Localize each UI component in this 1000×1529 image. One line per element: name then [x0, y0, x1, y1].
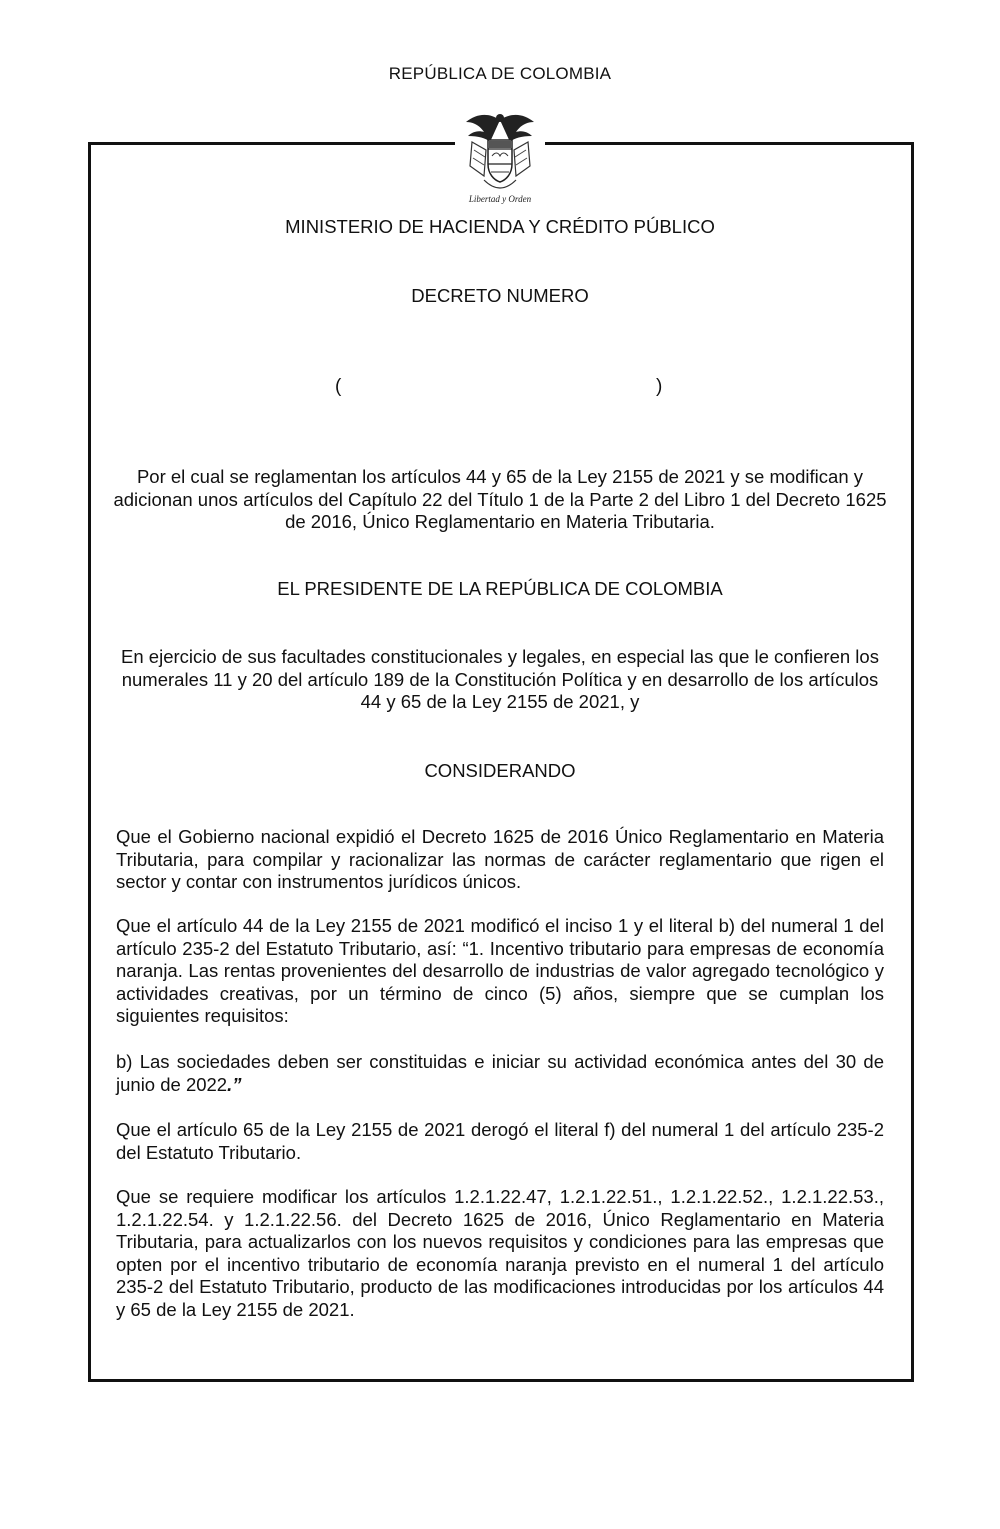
considering-heading: CONSIDERANDO [424, 760, 576, 781]
ministry-name: MINISTERIO DE HACIENDA Y CRÉDITO PÚBLICO [285, 216, 715, 237]
decree-subject: Por el cual se reglamentan los artículos 44 y 65 de la Ley 2155 de 2021 y se modifican y adicionan unos artículos del Capítulo 22 del Título 1 de la Parte 2 del Libro 1 del Decreto 1625 de 2016, Único Reglamentario en Materia Tributaria. [113, 466, 887, 532]
quoted-literal-b-text: b) Las sociedades deben ser constituidas e iniciar su actividad económica antes del 30 de junio de 2022 [116, 1051, 884, 1095]
quote-close-mark: .” [227, 1073, 242, 1095]
decree-number-label: DECRETO NUMERO [411, 285, 589, 306]
whereas-paragraph-4: Que se requiere modificar los artículos 1.2.1.22.47, 1.2.1.22.51., 1.2.1.22.52., 1.2.1.22.53., 1.2.1.22.54. y 1.2.1.22.56. del Decreto 1625 de 2016, Único Reglamentario en Materia Tributaria, para actualizarlos con los nuevos requisitos y condiciones para las empresas que opten por el incentivo tributario de economía naranja previsto en el numeral 1 del artículo 235-2 del Estatuto Tributario, producto de las modificaciones introducidas por los artículos 44 y 65 de la Ley 2155 de 2021. [116, 1186, 884, 1320]
whereas-paragraph-3: Que el artículo 65 de la Ley 2155 de 2021 derogó el literal f) del numeral 1 del artículo 235-2 del Estatuto Tributario. [116, 1119, 884, 1163]
coat-of-arms-icon [458, 106, 542, 206]
legal-powers: En ejercicio de sus facultades constitucionales y legales, en especial las que le confieren los numerales 11 y 20 del artículo 189 de la Constitución Política y en desarrollo de los artículos 44 y 65 de la Ley 2155 de 2021, y [121, 646, 879, 712]
decree-number-open-paren: ( [335, 376, 342, 397]
decree-number-close-paren: ) [656, 376, 663, 397]
seal-motto: Libertad y Orden [468, 194, 532, 204]
republic-header: REPÚBLICA DE COLOMBIA [388, 64, 612, 83]
quoted-literal-b [116, 1051, 884, 1096]
issuing-authority: EL PRESIDENTE DE LA REPÚBLICA DE COLOMBIA [277, 578, 723, 599]
whereas-paragraph-1: Que el Gobierno nacional expidió el Decreto 1625 de 2016 Único Reglamentario en Materia Tributaria, para compilar y racionalizar las normas de carácter reglamentario que rigen el sector y contar con instrumentos jurídicos únicos. [116, 826, 884, 892]
whereas-paragraph-2: Que el artículo 44 de la Ley 2155 de 2021 modificó el inciso 1 y el literal b) del numeral 1 del artículo 235-2 del Estatuto Tributario, así: “1. Incentivo tributario para empresas de economía naranja. Las rentas provenientes del desarrollo de industrias de valor agregado tecnológico y actividades creativas, por un término de cinco (5) años, siempre que se cumplan los siguientes requisitos: [116, 915, 884, 1026]
